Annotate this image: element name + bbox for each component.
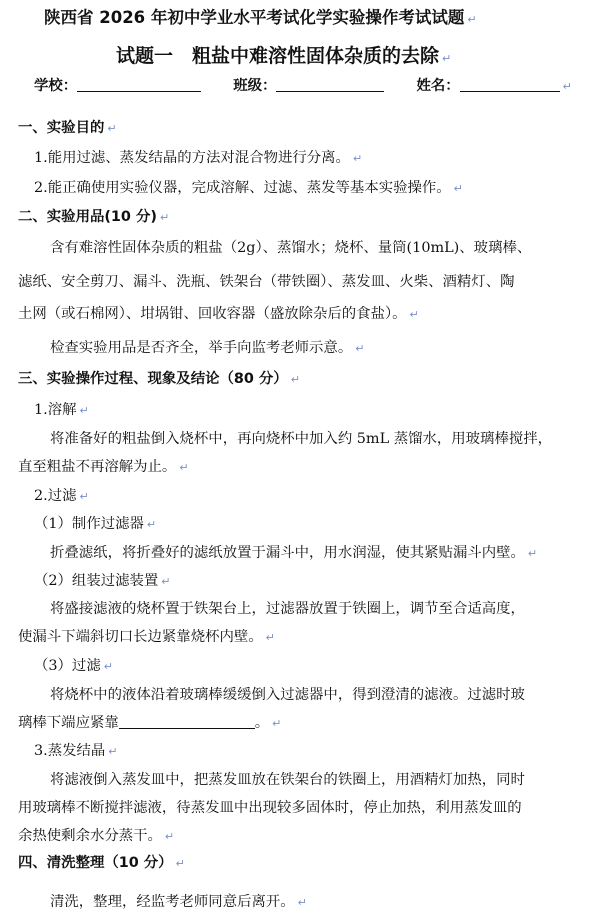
step3-line-text: 用玻璃棒不断搅拌滤液，待蒸发皿中出现较多固体时，停止加热，利用蒸发皿的 [18,800,522,816]
student-info-row [34,76,572,97]
section2-line-text: 含有难溶性固体杂质的粗盐（2g）、蒸馏水；烧杯、量筒(10mL)、玻璃棒、 [50,240,532,256]
paragraph-mark-icon: ↵ [352,152,363,165]
step2-title [34,486,89,507]
exam-title [44,8,477,30]
section2-line-text: 滤纸、安全剪刀、漏斗、洗瓶、铁架台（带铁圈）、蒸发皿、火柴、酒精灯、陶 [18,274,515,290]
substep3-line [50,685,525,705]
paragraph-mark-icon: ↵ [527,547,538,560]
step3-line-text: 余热使剩余水分蒸干。 [18,828,162,844]
substep1-title [34,514,156,535]
section2-line [18,272,514,292]
section1-item-text: 1.能用过滤、蒸发结晶的方法对混合物进行分离。 [34,150,350,166]
school-field[interactable] [77,77,201,92]
answer-blank[interactable] [119,714,255,729]
paragraph-mark-icon: ↵ [146,518,157,531]
paragraph-mark-icon: ↵ [159,211,170,224]
step1-title [34,400,89,421]
paragraph-mark-icon: ↵ [79,490,89,503]
section1-item [34,178,463,199]
step2-title-text: 2.过滤 [34,488,77,504]
section1-heading-text: 一、实验目的 [18,120,105,136]
section4-heading-text: 四、清洗整理（10 分） [18,855,173,871]
section4-heading [18,853,185,874]
paragraph-mark-icon: ↵ [179,461,189,474]
school-label: 学校： [34,78,78,94]
substep3-line-prefix: 璃棒下端应紧靠 [18,715,119,731]
substep3-line-text: 将烧杯中的液体沿着玻璃棒缓缓倒入过滤器中，得到澄清的滤液。过滤时玻 [50,687,525,703]
paragraph-mark-icon: ↵ [290,373,300,386]
paragraph-mark-icon: ↵ [107,122,117,135]
section1-item [34,148,362,169]
substep2-line [18,627,275,648]
substep1-title-text: （1）制作过滤器 [34,516,144,532]
step3-line [18,826,174,847]
paragraph-mark-icon: ↵ [409,308,419,321]
section2-heading-text: 二、实验用品(10 分) [18,209,157,225]
question-title [116,46,451,69]
step3-line-text: 将滤液倒入蒸发皿中，把蒸发皿放在铁架台的铁圈上，用酒精灯加热，同时 [50,772,525,788]
substep3-line-suffix: 。 [254,715,270,731]
name-field[interactable] [460,77,560,92]
paragraph-mark-icon: ↵ [161,575,171,588]
substep3-title [34,656,113,677]
step1-title-text: 1.溶解 [34,402,77,418]
substep1-line [50,543,537,564]
class-field[interactable] [276,77,384,92]
section2-line-text: 检查实验用品是否齐全，举手向监考老师示意。 [50,340,353,356]
paragraph-mark-icon: ↵ [467,13,477,26]
section1-heading [18,118,117,139]
section2-line [50,338,364,359]
name-label: 姓名： [416,78,460,94]
substep1-line-text: 折叠滤纸，将折叠好的滤纸放置于漏斗中，用水润湿，使其紧贴漏斗内壁。 [50,545,525,561]
question-title-text: 试题一 粗盐中难溶性固体杂质的去除 [116,45,440,67]
section4-line [50,892,307,913]
step1-line-text: 将准备好的粗盐倒入烧杯中，再向烧杯中加入约 5mL 蒸馏水，用玻璃棒搅拌， [50,431,553,447]
step3-line [50,770,525,790]
paragraph-mark-icon: ↵ [272,717,282,730]
paragraph-mark-icon: ↵ [103,660,113,673]
paragraph-mark-icon: ↵ [562,80,572,93]
section2-heading [18,207,169,228]
step3-title-text: 3.蒸发结晶 [34,743,106,759]
step3-line [18,798,522,818]
section1-item-text: 2.能正确使用实验仪器，完成溶解、过滤、蒸发等基本实验操作。 [34,180,451,196]
section4-line-text: 清洗，整理，经监考老师同意后离开。 [50,894,295,910]
step1-line [18,457,189,478]
substep2-title-text: （2）组装过滤装置 [34,573,159,589]
substep3-title-text: （3）过滤 [34,658,101,674]
paragraph-mark-icon: ↵ [164,830,175,843]
section3-heading [18,369,300,390]
section2-line [18,304,419,325]
paragraph-mark-icon: ↵ [265,631,275,644]
paragraph-mark-icon: ↵ [297,896,307,909]
substep2-title [34,571,171,592]
step1-line-text: 直至粗盐不再溶解为止。 [18,459,177,475]
class-label: 班级： [233,78,277,94]
paragraph-mark-icon: ↵ [453,182,463,195]
section2-line [50,238,531,258]
section2-line-text: 土网（或石棉网）、坩埚钳、回收容器（盛放除杂后的食盐）。 [18,306,407,322]
paragraph-mark-icon: ↵ [442,52,452,65]
substep2-line [50,599,525,619]
paragraph-mark-icon: ↵ [355,342,365,355]
paragraph-mark-icon: ↵ [108,745,118,758]
substep3-line-with-blank [18,713,281,734]
exam-title-text: 陕西省 2026 年初中学业水平考试化学实验操作考试试题 [44,8,465,27]
paragraph-mark-icon: ↵ [175,857,185,870]
substep2-line-text: 使漏斗下端斜切口长边紧靠烧杯内壁。 [18,629,263,645]
substep2-line-text: 将盛接滤液的烧杯置于铁架台上，过滤器放置于铁圈上，调节至合适高度， [50,601,525,617]
section3-heading-text: 三、实验操作过程、现象及结论（80 分） [18,371,288,387]
step3-title [34,741,118,762]
step1-line [50,429,552,449]
paragraph-mark-icon: ↵ [79,404,89,417]
